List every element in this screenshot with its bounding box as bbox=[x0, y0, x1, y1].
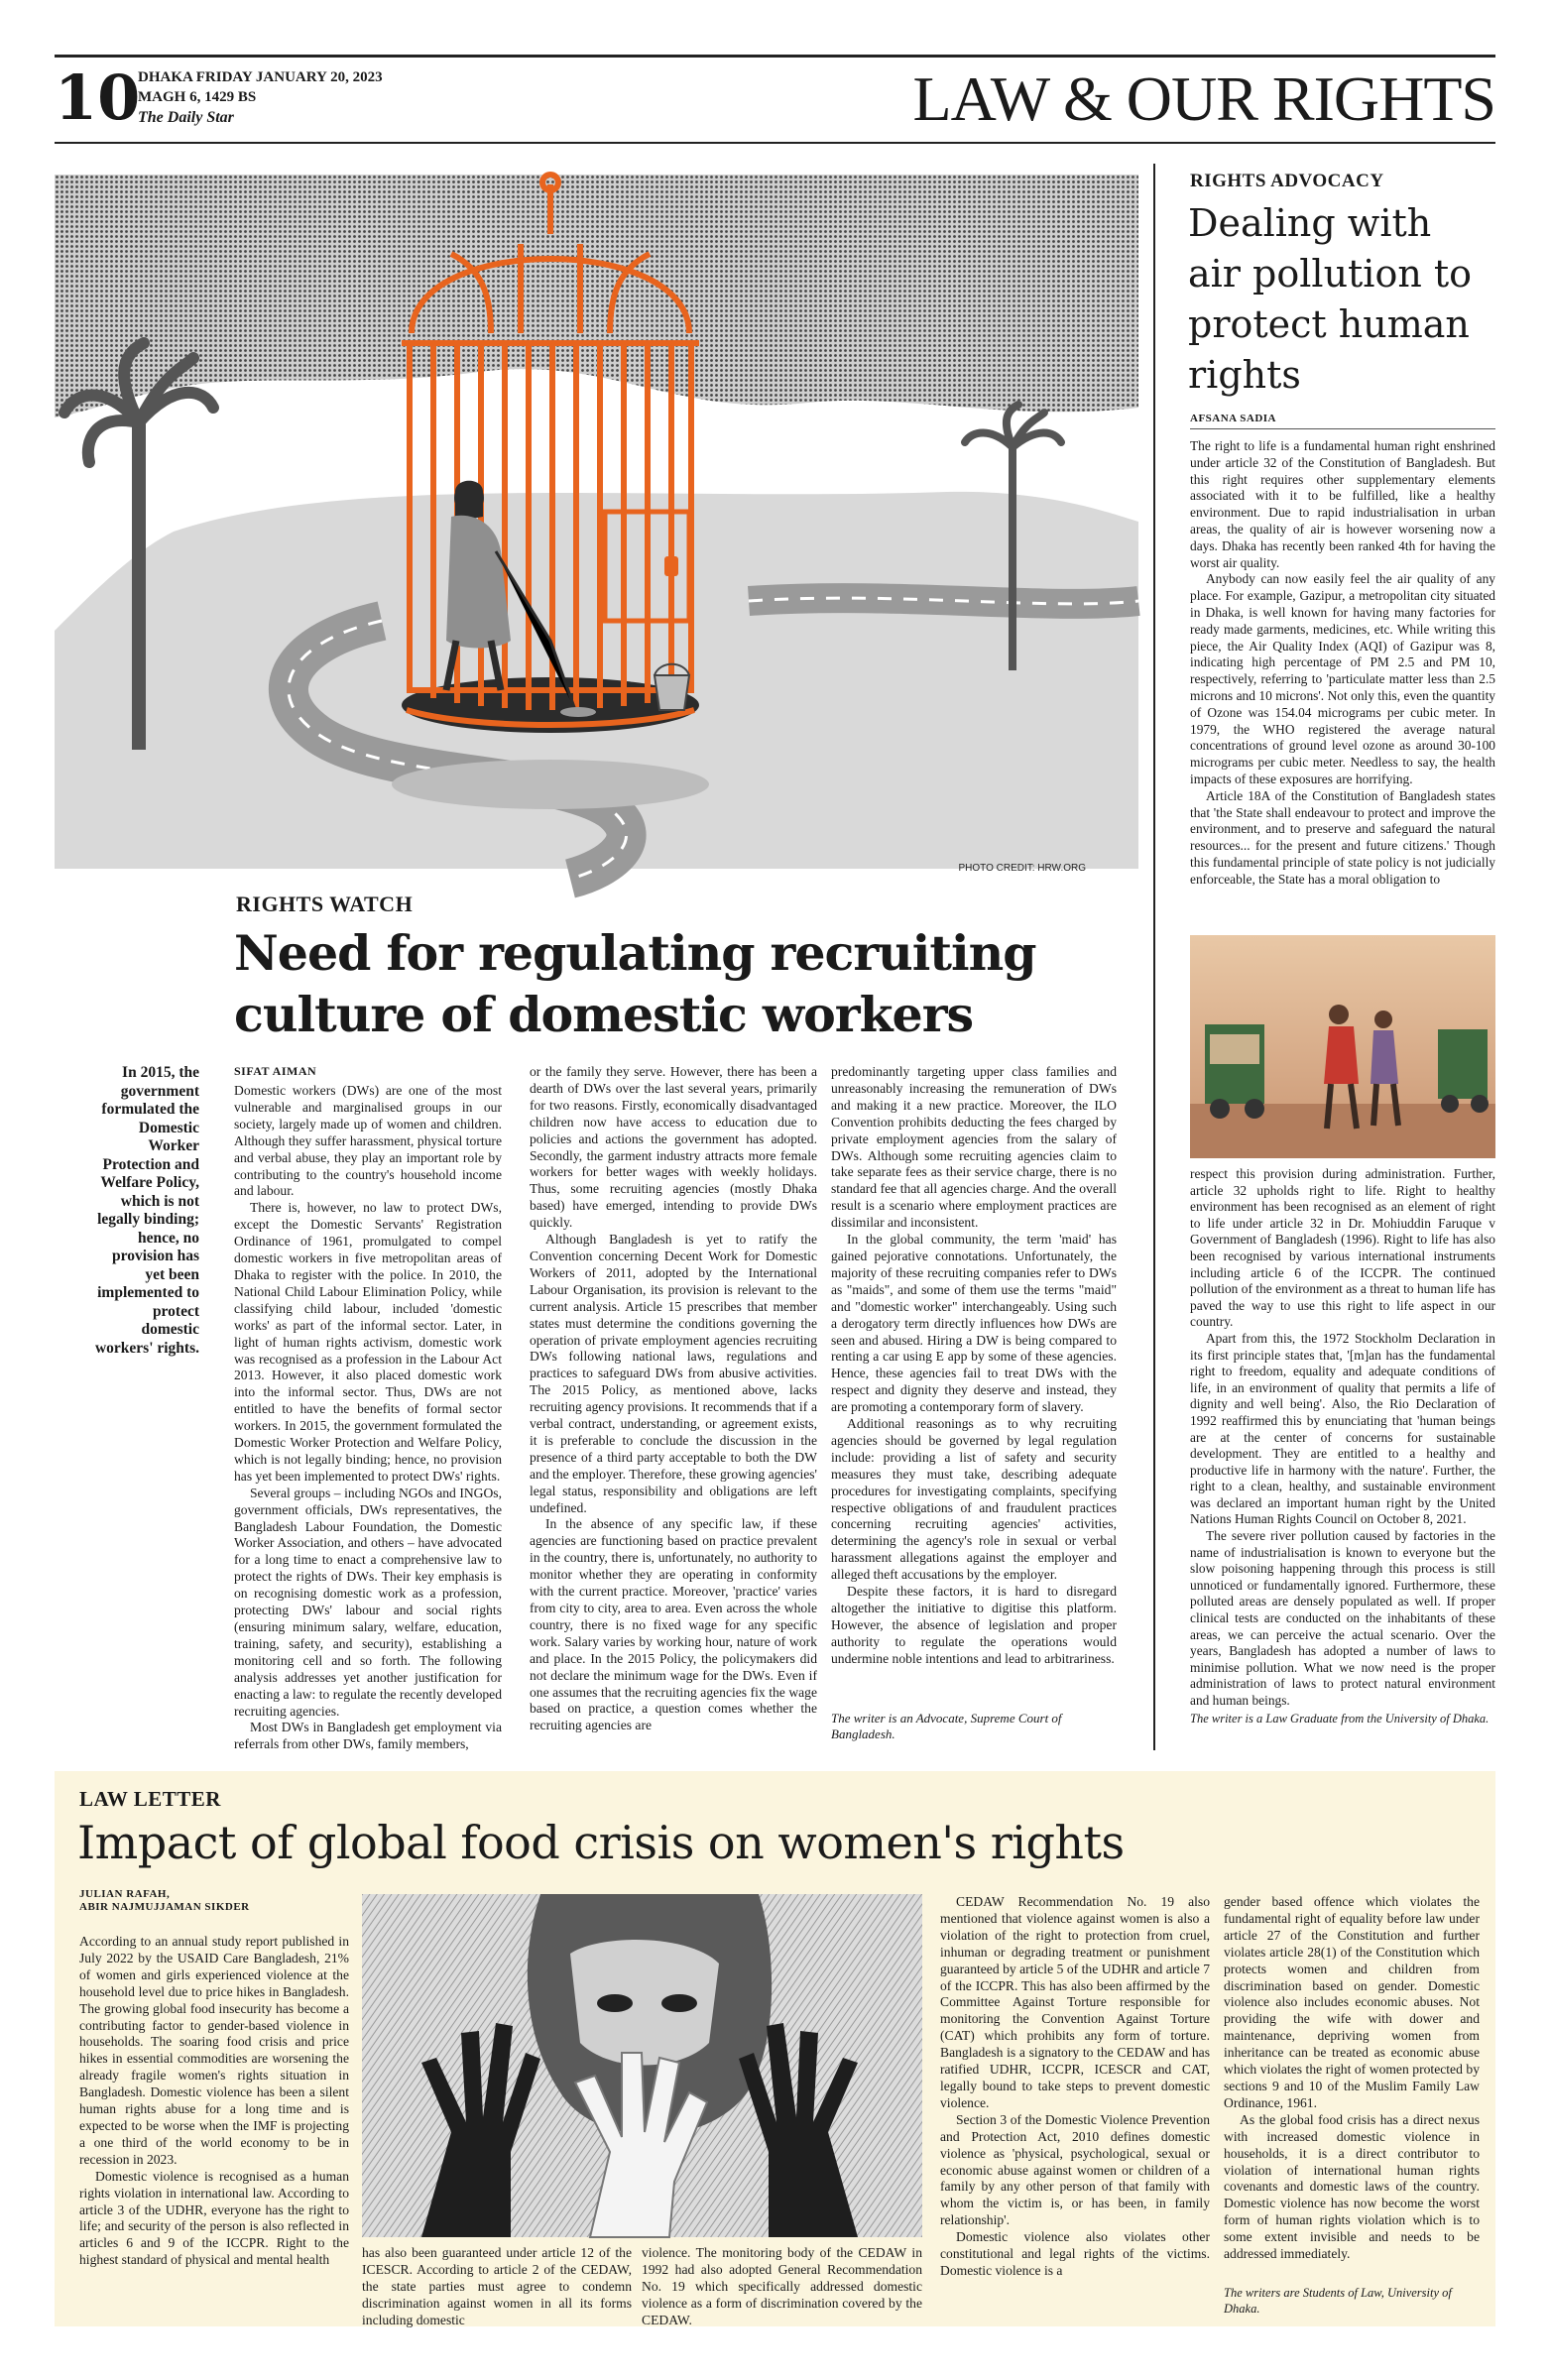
air-pollution-photo-art bbox=[1190, 935, 1495, 1158]
main-col1-p4: Most DWs in Bangladesh get employment via referrals from other DWs, family members, bbox=[234, 1720, 502, 1752]
main-headline-line1: Need for regulating recruiting bbox=[234, 924, 1036, 982]
side-byline-rule bbox=[1190, 428, 1495, 429]
main-col2-p1: or the family they serve. However, there has been a dearth of DWs over the last several years, primarily for two reasons. Firstly, economically disadvantaged children now have access to education due to policies and actions the government has adopted. Secondly, the garment industry attracts more female workers for better wages with weekly holidays. Thus, some recruiting agencies (mostly Dhaka based) have emerged, intending to provide DWs quickly. bbox=[530, 1064, 817, 1231]
side-byline: AFSANA SADIA bbox=[1190, 413, 1276, 424]
top-rule bbox=[55, 55, 1495, 58]
side-headline-line4: rights bbox=[1188, 353, 1301, 397]
paper-logo: The Daily Star bbox=[138, 109, 234, 126]
bangla-date: MAGH 6, 1429 BS bbox=[138, 89, 257, 105]
main-col3-p4: Despite these factors, it is hard to disregard altogether the initiative to digitise this platform. However, the absence of legislation and proper authority to regulate the operations would undermine noble intentions and lead to arbitrariness. bbox=[831, 1584, 1117, 1666]
main-col-1 bbox=[234, 1083, 502, 1752]
main-col3-p2: In the global community, the term 'maid' has gained pejorative connotations. Unfortunately, the majority of these recruiting companies refer to DWs as "maids", and some of them use the terms "maid" and "domestic worker" interchangeably. Using such a derogatory term directly influences how DWs are seen and abused. Hiring a DW is being compared to renting a car using E app by some of these agencies. Hence, these agencies fail to treat DWs with the respect and dignity they deserve and instead, they are promoting a contemporary form of slavery. bbox=[831, 1232, 1117, 1415]
main-col2-p3: In the absence of any specific law, if these agencies are functioning based on practice prevalent in the country, there is, unfortunately, no authority to monitor whether they are operating in conformity with the current practice. Moreover, 'practice' varies from city to city, area to area. Even across the whole country, there is no fixed wage for any specific work. Salary varies by working hour, nature of work and place. In the 2015 Policy, the policymakers did not declare the minimum wage for the DWs. Even if one assumes that the recruiting agencies fix the wage based on practice, a question comes whether the recruiting agencies are bbox=[530, 1516, 817, 1733]
air-pollution-photo bbox=[1190, 935, 1495, 1158]
law-col4-p3: Domestic violence also violates other constitutional and legal rights of the victims. Domestic violence is a bbox=[940, 2229, 1210, 2278]
law-letter-byline-1: JULIAN RAFAH, bbox=[79, 1888, 171, 1900]
side-col-top bbox=[1190, 438, 1495, 964]
side-p3: Article 18A of the Constitution of Bangladesh states that 'the State shall endeavour to protect and improve the environment, and to preserve and safeguard the natural resources... for the present and future citizens.' Though this fundamental principle of state policy is not judicially enforceable, the State has a moral obligation to bbox=[1190, 787, 1495, 887]
main-col1-p1: Domestic workers (DWs) are one of the most vulnerable and marginalised groups in our society, largely made up of women and children. Although they suffer harassment, physical torture and verbal abuse, they play an important role by contributing to the country's household income and labour. bbox=[234, 1083, 502, 1199]
side-headline bbox=[1188, 198, 1486, 401]
side-col-bottom bbox=[1190, 1166, 1495, 1708]
law-col4-p1: CEDAW Recommendation No. 19 also mentioned that violence against women is also a violation of the right to protection from cruel, inhuman or degrading treatment or punishment guaranteed by article 5 of the UDHR and article 7 of the ICCPR. This has also been affirmed by the Committee Against Torture responsible for monitoring the Convention Against Torture (CAT) which prohibits any form of torture. Bangladesh is a signatory to the CEDAW and has ratified UDHR, ICCPR, ICESCR and CAT, legally bound to take steps to prevent domestic violence. bbox=[940, 1894, 1210, 2110]
side-p6: The severe river pollution caused by factories in the name of industrialisation is known to everyone but the slow poisoning happening through this process is still unnoticed or fundamentally ignored. Furthermore, these polluted areas are densely populated as well. If proper clinical tests are conducted on the inhabitants of these areas, we can perceive the actual scenario. Over the years, Bangladesh has adopted a number of laws to minimise pollution. What we now need is the proper administration of laws to protect natural environment and human beings. bbox=[1190, 1528, 1495, 1708]
section-title: LAW & OUR RIGHTS bbox=[912, 63, 1495, 134]
cage-illustration-art bbox=[55, 175, 1138, 879]
photo-credit: PHOTO CREDIT: HRW.ORG bbox=[958, 863, 1086, 874]
side-p5: Apart from this, the 1972 Stockholm Declaration in its first principle states that, '[m]an has the fundamental right to freedom, equality and adequate conditions of life, in an environment of quality that permits a life of dignity and well being'. Also, the Rio Declaration of 1992 reaffirmed this by enunciating that 'human beings are at the center of concerns for sustainable development. They are entitled to a healthy and productive life in harmony with the nature'. Further, the right to a clean, healthy, and sustainable environment was declared an important human right by the United Nations Human Rights Council on October 8, 2021. bbox=[1190, 1330, 1495, 1527]
law-col4-p2: Section 3 of the Domestic Violence Prevention and Protection Act, 2010 defines domestic violence as 'physical, psychological, sexual or economic abuse against women or children of a family by any other person of that family with whom the victim is, or has been, in family relationship'. bbox=[940, 2111, 1210, 2228]
main-author-note: The writer is an Advocate, Supreme Court of Bangladesh. bbox=[831, 1711, 1062, 1741]
cage-lock bbox=[664, 556, 678, 576]
cage-illustration bbox=[55, 175, 1138, 879]
law-author-note: The writers are Students of Law, University of Dhaka. bbox=[1224, 2286, 1452, 2316]
law-col5-p1: gender based offence which violates the fundamental right of equality before law under article 27 of the Constitution and further violates article 28(1) of the Constitution which protects women and children from discrimination based on gender. Domestic violence also includes economic abuses. Not providing the wife with dower and maintenance, depriving women from inheritance can be treated as economic abuse which violates the right of women protected by sections 9 and 10 of the Muslim Family Law Ordinance, 1961. bbox=[1224, 1894, 1480, 2110]
page-number: 10 bbox=[55, 61, 141, 134]
law-letter-box bbox=[55, 1771, 1495, 2326]
cage-shadow bbox=[392, 760, 709, 809]
main-col3-p1: predominantly targeting upper class families and unreasonably increasing the remuneration of DWs and making it a new practice. Moreover, the ILO Convention prohibits deducting the fees charged by private employment agencies from the salary of DWs. Although some recruiting agencies claim to take separate fees as their service charge, there is no standard fee that all agencies charge. And the overall result is a scenario where employment practices are dissimilar and inconsistent. bbox=[831, 1064, 1117, 1231]
law-col-5 bbox=[1224, 1894, 1480, 2281]
side-kicker: RIGHTS ADVOCACY bbox=[1190, 171, 1384, 191]
main-pullquote: In 2015, the government formulated the Domestic Worker Protection and Welfare Policy, which is not legally binding; hence, no provision has yet been implemented to protect domestic workers' rights. bbox=[94, 1064, 199, 1357]
side-headline-line3: protect human bbox=[1188, 302, 1470, 346]
main-kicker: RIGHTS WATCH bbox=[236, 892, 414, 916]
main-col-2 bbox=[530, 1064, 817, 1742]
law-col-2 bbox=[362, 2245, 632, 2327]
law-letter-kicker: LAW LETTER bbox=[79, 1787, 221, 1811]
masthead bbox=[55, 55, 1495, 146]
sky-texture bbox=[55, 175, 1138, 417]
law-col-3 bbox=[642, 2245, 922, 2327]
law-col3-p1: violence. The monitoring body of the CEDAW in 1992 had also adopted General Recommendation No. 19 which specifically addressed domestic violence as a form of discrimination covered by the CEDAW. bbox=[642, 2245, 922, 2327]
side-p2: Anybody can now easily feel the air quality of any place. For example, Gazipur, a metropolitan city situated in Dhaka, is well known for having many factories for ready made garments, medicines, etc. While writing this piece, the Air Quality Index (AQI) of Gazipur was 8, indicating high percentage of PM 2.5 and PM 10, respectively, referring to 'particulate matter less than 2.5 microns and 10 microns'. Not only this, even the quantity of Ozone was 154.04 micrograms per cubic meter. In 1979, the WHO registered the average natural concentrations of ground level ozone as around 30-100 micrograms per cubic meter. Needless to say, the health impacts of these exposures are horrifying. bbox=[1190, 571, 1495, 786]
side-author-note: The writer is a Law Graduate from the University of Dhaka. bbox=[1190, 1712, 1490, 1726]
main-byline: SIFAT AIMAN bbox=[234, 1064, 317, 1078]
hands-illustration bbox=[362, 1894, 922, 2237]
law-letter-headline: Impact of global food crisis on women's rights bbox=[77, 1816, 1125, 1869]
column-divider bbox=[1153, 164, 1155, 1750]
main-headline bbox=[234, 922, 1127, 1045]
main-col2-p2: Although Bangladesh is yet to ratify the Convention concerning Decent Work for Domestic Workers of 2011, adopted by the International Labour Organisation, its provision is relevant to the current analysis. Article 15 prescribes that member states must determine the conditions governing the operation of private employment agencies recruiting DWs following national laws, regulations and practices to safeguard DWs from abusive activities. The 2015 Policy, as mentioned above, lacks recruiting agency provisions. It recommends that if a verbal contract, understanding, or agreement exists, it is preferable to conclude the discussion in the presence of a third party acceptable to both the DW and the employer. Therefore, these growing agencies' legal status, responsibility and obligations are left undefined. bbox=[530, 1232, 817, 1515]
main-col-3 bbox=[831, 1064, 1117, 1719]
law-col-4 bbox=[940, 1894, 1210, 2317]
main-col1-p2: There is, however, no law to protect DWs, except the Domestic Servants' Registration Ordinance of 1961, promulgated to compel domestic workers in five metropolitan areas of Dhaka to register with the police. In 2010, the National Child Labour Elimination Policy, while classifying child labour, included 'domestic works' as part of the informal sector. Later, in light of human rights activism, domestic work was recognised as a profession in the Labour Act 2013. However, it also placed domestic work into the informal sector. Thus, DWs are not entitled to have the benefits of formal sector workers. In 2015, the government formulated the Domestic Worker Protection and Welfare Policy, which is not legally binding; hence, no provision has yet been implemented to protect DWs' rights. bbox=[234, 1200, 502, 1484]
date-line: DHAKA FRIDAY JANUARY 20, 2023 bbox=[138, 69, 383, 85]
main-headline-line2: culture of domestic workers bbox=[234, 986, 974, 1043]
main-col3-p3: Additional reasonings as to why recruiting agencies should be governed by legal regulation include: providing a list of safety and security measures they must take, describing adequate procedures for investigating complaints, specifying respective obligations of and fraudulent practices concerning recruiting agencies' activities, determining the agency's role in sexual or verbal harassment allegations against the employer and alleged theft accusations by the employer. bbox=[831, 1416, 1117, 1583]
law-col5-p2: As the global food crisis has a direct nexus with increased domestic violence in households, it is a direct contributor to violation of international human rights covenants and domestic laws of the country. Domestic violence has now become the worst form of human rights violation which is to some extent invisible and needs to be addressed immediately. bbox=[1224, 2111, 1480, 2262]
hands-illustration-art bbox=[362, 1894, 922, 2237]
side-p1: The right to life is a fundamental human right enshrined under article 32 of the Constitution of Bangladesh. But this right requires other supplementary elements associated with it to be fulfilled, like a healthy environment. Due to rapid industrialisation in urban areas, the quality of air is however worsening now a days. Dhaka has recently been ranked 4th for having the worst air quality. bbox=[1190, 438, 1495, 570]
law-col2-p1: has also been guaranteed under article 12 of the ICESCR. According to article 2 of the CEDAW, the state parties must agree to condemn discrimination against women in all its forms including domestic bbox=[362, 2245, 632, 2327]
side-headline-line1: Dealing with bbox=[1188, 201, 1432, 245]
law-col-1 bbox=[79, 1934, 349, 2316]
law-col1-p1: According to an annual study report published in July 2022 by the USAID Care Bangladesh, 21% of women and girls experienced violence at the household level due to price hikes in Bangladesh. The growing global food insecurity has become a contributing factor to gender-based violence in households. The soaring food crisis and price hikes in essential commodities are worsening the already fragile women's rights situation in Bangladesh. Domestic violence has been a silent human rights abuse for a long time and is expected to be worse when the IMF is projecting a one third of the world economy to be in recession in 2023. bbox=[79, 1934, 349, 2167]
side-headline-line2: air pollution to bbox=[1188, 252, 1473, 296]
law-letter-byline-2: ABIR NAJMUJJAMAN SIKDER bbox=[79, 1901, 250, 1913]
law-col1-p2: Domestic violence is recognised as a human rights violation in international law. According to article 3 of the UDHR, everyone has the right to life; and security of the person is also reflected in articles 6 and 9 of the ICCPR. Right to the highest standard of physical and mental health bbox=[79, 2168, 349, 2268]
main-col1-p3: Several groups – including NGOs and INGOs, government officials, DWs representatives, the Bangladesh Labour Foundation, the Domestic Worker Association, and others – have advocated for a long time to enact a comprehensive law to protect the rights of DWs. Their key emphasis is on recognising domestic work as a profession, protecting DWs' labour and social rights (ensuring minimum salary, welfare, education, training, safety, and security), establishing a monitoring cell and so forth. The following analysis addresses yet another justification for enacting a law: to regulate the recently developed recruiting agencies. bbox=[234, 1485, 502, 1719]
bottom-rule bbox=[55, 142, 1495, 144]
side-p4: respect this provision during administration. Further, article 32 upholds right to life. Right to healthy environment has been recognised as an element of right to life under article 32 in Dr. Mohiuddin Faruque v Government of Bangladesh (1996). Right to life has also been recognised by various international instruments including article 6 of the ICCPR. The continued pollution of the environment as a threat to human life has paved the way to use this right to life aspect in our country. bbox=[1190, 1166, 1495, 1330]
